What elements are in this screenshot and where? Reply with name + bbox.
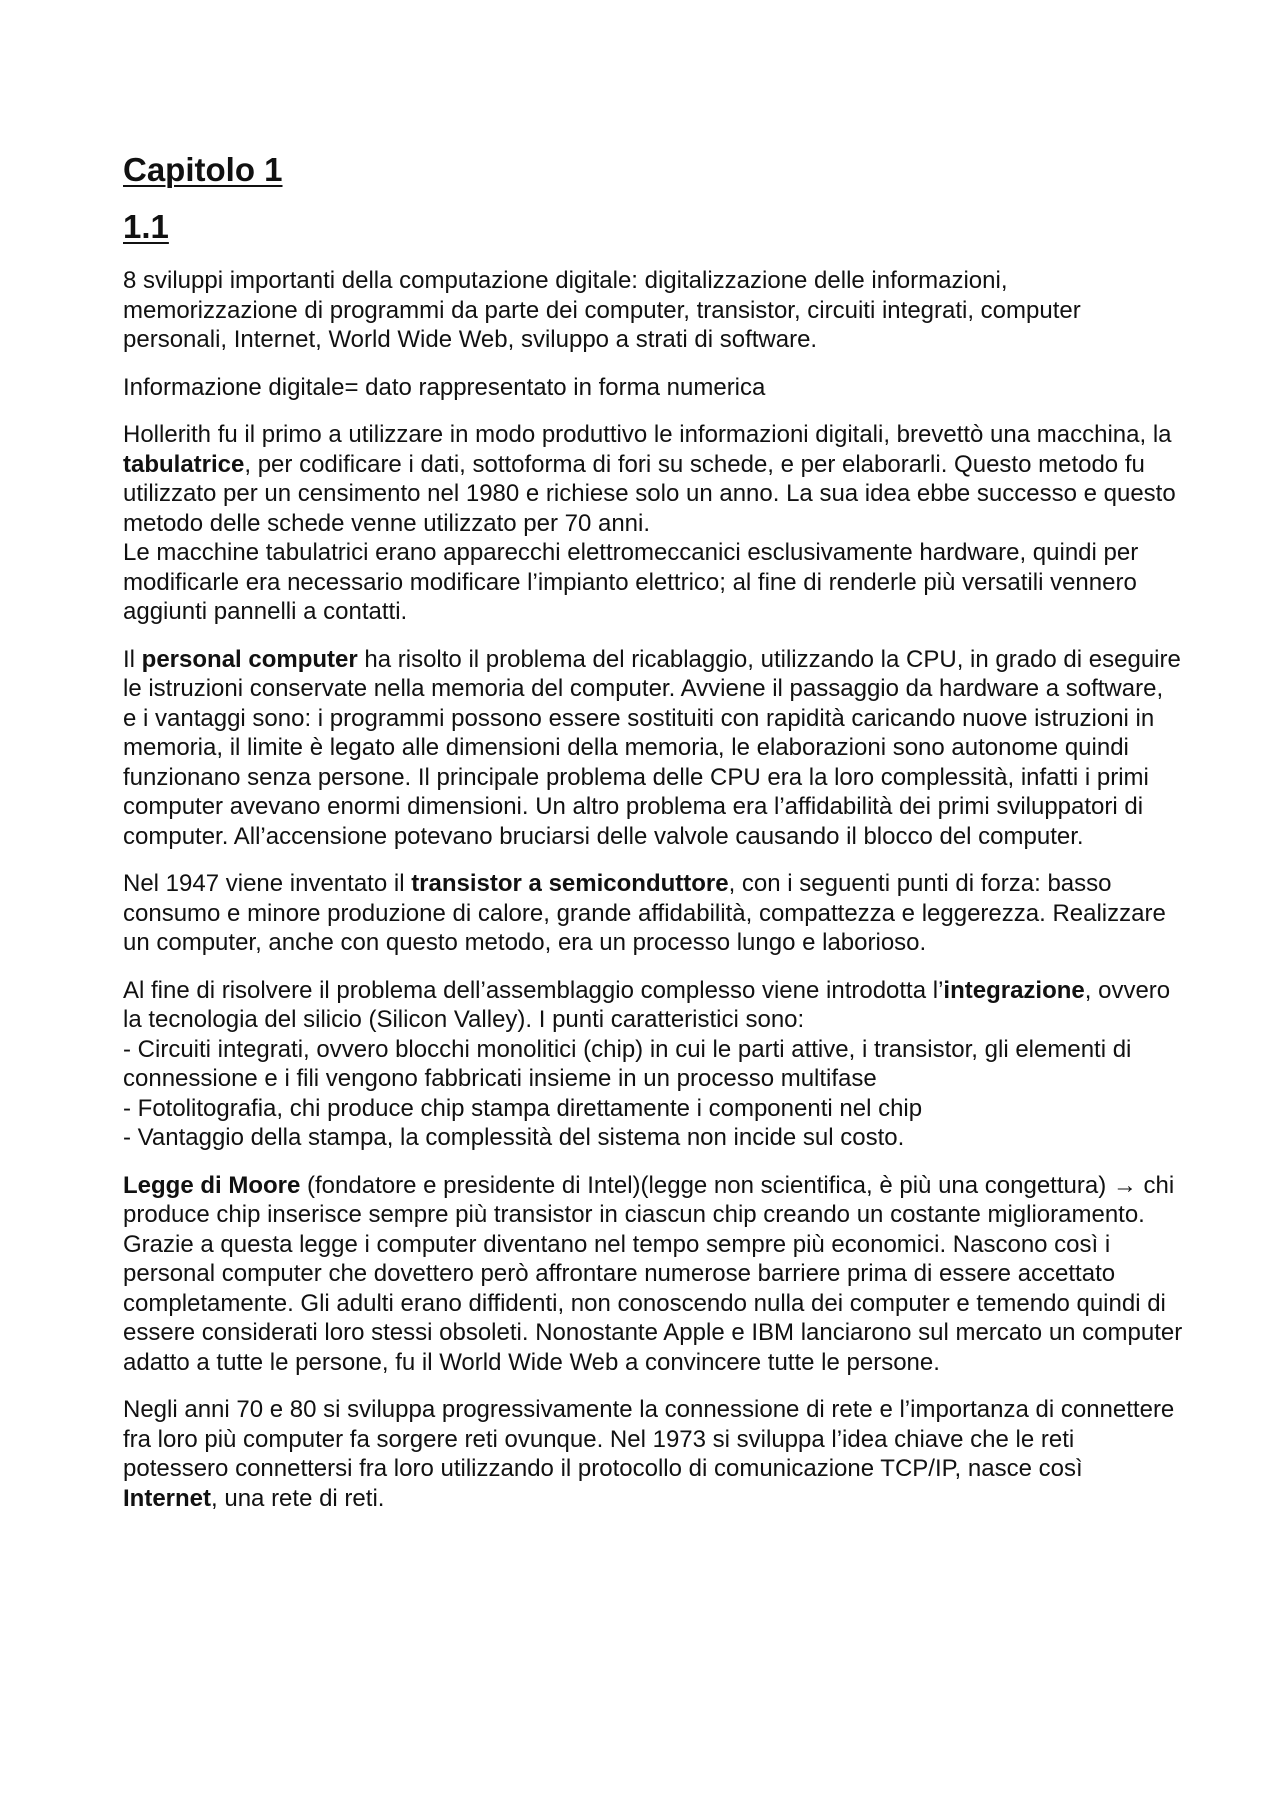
list-item: - Circuiti integrati, ovvero blocchi monolitici (chip) in cui le parti attive, i transistor, gli elementi di connessione e i fili vengono fabbricati insieme in un processo multifase (123, 1035, 1132, 1093)
term-tabulatrice: tabulatrice (123, 450, 245, 478)
text-macchine-tabulatrici: Le macchine tabulatrici erano apparecchi elettromeccanici esclusivamente hardware, quindi per modificarle era necessario modificare l’impianto elettrico; al fine di renderle più versatili vennero aggiunti pannelli a contatti. (123, 539, 1139, 626)
text: Il (123, 645, 142, 673)
chapter-title: Capitolo 1 (123, 151, 283, 188)
paragraph-hollerith (123, 420, 1183, 627)
paragraph-legge-moore (123, 1171, 1183, 1378)
text: ha risolto il problema del ricablaggio, utilizzando la CPU, in grado di eseguire le istruzioni conservate nella memoria del computer. Avviene il passaggio da hardware a software, e i vantaggi sono: i programmi possono essere sostituiti con rapidità caricando nuove istruzioni in memoria, il limite è legato alle dimensioni della memoria, le elaborazioni sono autonome quindi funzionano senza persone. Il principale problema delle CPU era la loro complessità, infatti i primi computer avevano enormi dimensioni. Un altro problema era l’affidabilità dei primi sviluppatori di computer. All’accensione potevano bruciarsi delle valvole causando il blocco del computer. (123, 645, 1181, 850)
text: , per codificare i dati, sottoforma di fori su schede, e per elaborarli. Questo metodo fu utilizzato per un censimento nel 1980 e richiese solo un anno. La sua idea ebbe successo e questo metodo delle schede venne utilizzato per 70 anni. (123, 450, 1176, 537)
term-legge-moore: Legge di Moore (123, 1171, 301, 1199)
term-personal-computer: personal computer (141, 645, 358, 673)
section-title: 1.1 (123, 207, 169, 245)
text: chi produce chip inserisce sempre più transistor in ciascun chip creando un costante miglioramento. Grazie a questa legge i computer diventano nel tempo sempre più economici. Nascono così i personal computer che dovettero però affrontare numerose barriere prima di essere accettato completamente. Gli adulti erano diffidenti, non conoscendo nulla dei computer e temendo quindi di essere considerati loro stessi obsoleti. Nonostante Apple e IBM lanciarono sul mercato un computer adatto a tutte le persone, fu il World Wide Web a convincere tutte le persone. (123, 1171, 1183, 1376)
paragraph-personal-computer (123, 645, 1183, 852)
paragraph-integrazione (123, 976, 1183, 1153)
list-item: - Vantaggio della stampa, la complessità del sistema non incide sul costo. (123, 1124, 905, 1152)
text: , con i seguenti punti di forza: basso consumo e minore produzione di calore, grande affidabilità, compattezza e leggerezza. Realizzare un computer, anche con questo metodo, era un processo lungo e laborioso. (123, 870, 1166, 957)
list-item: - Fotolitografia, chi produce chip stampa direttamente i componenti nel chip (123, 1094, 923, 1122)
text: Al fine di risolvere il problema dell’assemblaggio complesso viene introdotta l’ (123, 976, 944, 1004)
text: Negli anni 70 e 80 si sviluppa progressivamente la connessione di rete e l’importanza di connettere fra loro più computer fa sorgere reti ovunque. Nel 1973 si sviluppa l’idea chiave che le reti potessero connettersi fra loro utilizzando il protocollo di comunicazione TCP/IP, nasce così (123, 1396, 1175, 1483)
term-transistor: transistor a semiconduttore (411, 870, 729, 898)
text: (fondatore e presidente di Intel)(legge non scientifica, è più una congettura) (300, 1171, 1113, 1199)
paragraph-sviluppi: 8 sviluppi importanti della computazione digitale: digitalizzazione delle informazioni, memorizzazione di programmi da parte dei computer, transistor, circuiti integrati, computer personali, Internet, World Wide Web, sviluppo a strati di software. (123, 267, 1081, 354)
term-integrazione: integrazione (943, 976, 1085, 1004)
paragraph-internet (123, 1395, 1183, 1513)
arrow-right-icon: → (1112, 1171, 1137, 1199)
paragraph-transistor (123, 869, 1183, 958)
paragraph-informazione-digitale: Informazione digitale= dato rappresentato in forma numerica (123, 373, 766, 401)
text: Nel 1947 viene inventato il (123, 870, 412, 898)
text: , una rete di reti. (211, 1484, 385, 1512)
text: Hollerith fu il primo a utilizzare in modo produttivo le informazioni digitali, brevettò una macchina, la (123, 421, 1172, 449)
document-page (123, 150, 1183, 1531)
term-internet: Internet (123, 1484, 212, 1512)
text: , ovvero la tecnologia del silicio (Silicon Valley). I punti caratteristici sono: (123, 976, 1171, 1034)
